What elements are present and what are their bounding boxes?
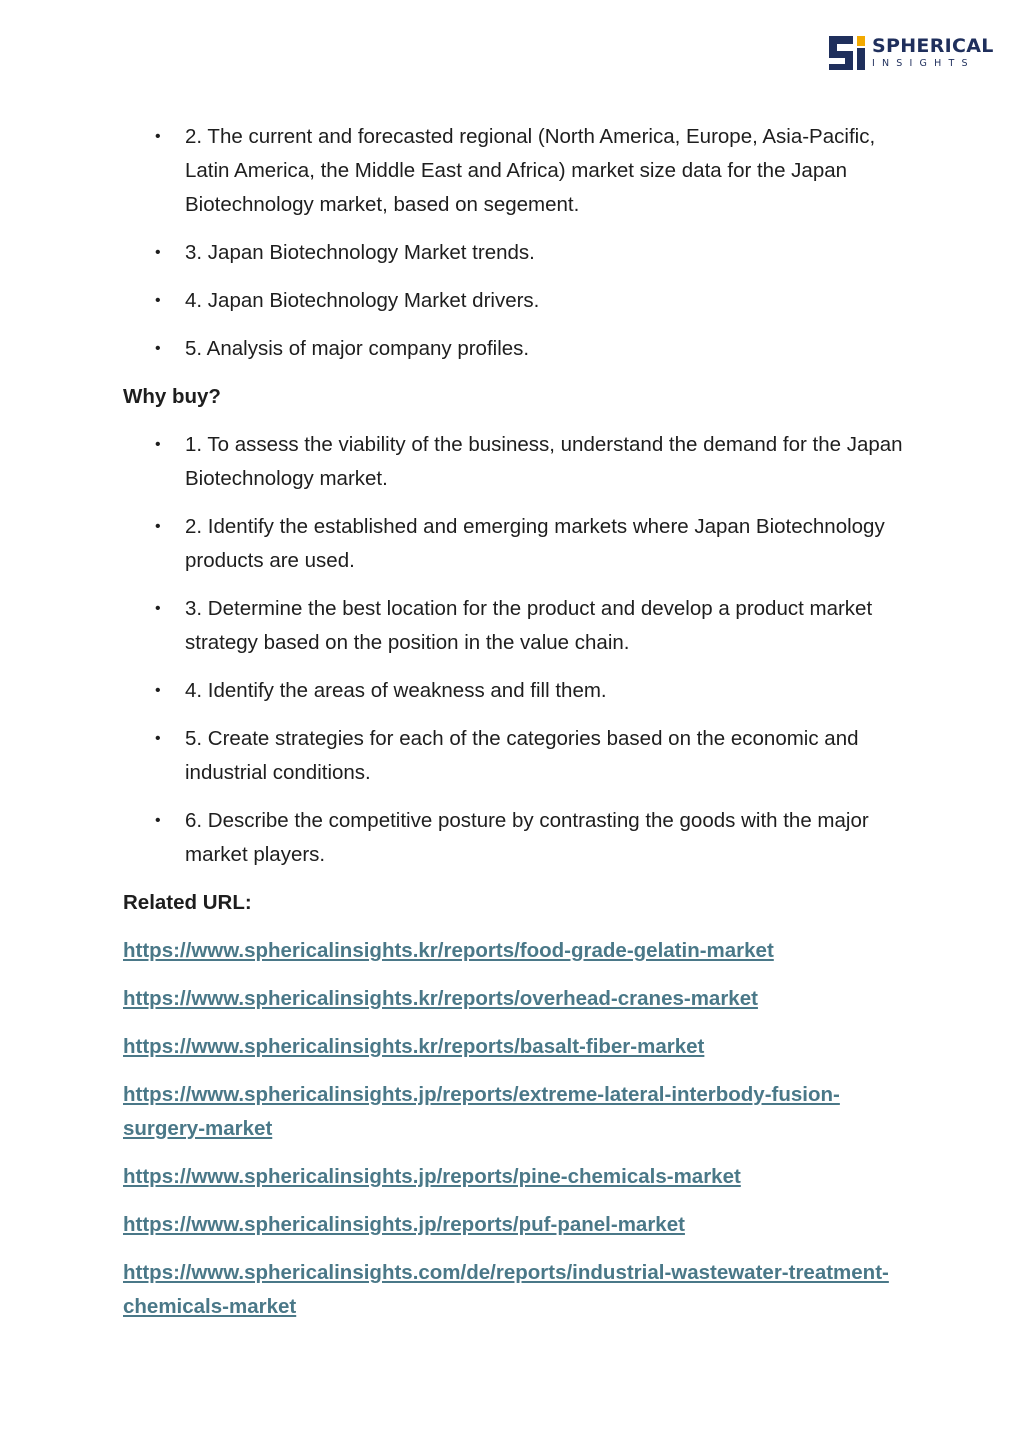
list-item: • 5. Analysis of major company profiles. [123,332,913,366]
list-item: • 3. Determine the best location for the product and develop a product market strategy based on the position in the value chain. [123,592,913,660]
list-item: • 5. Create strategies for each of the categories based on the economic and industrial conditions. [123,722,913,790]
why-buy-heading: Why buy? [123,385,221,408]
related-url-heading: Related URL: [123,891,252,914]
list-item: • 3. Japan Biotechnology Market trends. [123,236,913,270]
why-buy-list [123,428,913,872]
related-link[interactable]: https://www.sphericalinsights.kr/reports/basalt-fiber-market [123,1035,705,1058]
list-item: • 1. To assess the viability of the business, understand the demand for the Japan Biotechnology market. [123,428,913,496]
related-link[interactable]: https://www.sphericalinsights.kr/reports/food-grade-gelatin-market [123,939,774,962]
list-item: • 2. Identify the established and emerging markets where Japan Biotechnology products are used. [123,510,913,578]
related-link[interactable]: https://www.sphericalinsights.com/de/reports/industrial-wastewater-treatment-chemicals-market [123,1261,889,1318]
related-link[interactable]: https://www.sphericalinsights.jp/reports/extreme-lateral-interbody-fusion-surgery-market [123,1083,840,1140]
list-item: • 4. Identify the areas of weakness and fill them. [123,674,913,708]
list-item: • 2. The current and forecasted regional (North America, Europe, Asia-Pacific, Latin America, the Middle East and Africa) market size data for the Japan Biotechnology market, based on segement. [123,120,913,222]
list-item: • 6. Describe the competitive posture by contrasting the goods with the major market players. [123,804,913,872]
related-link[interactable]: https://www.sphericalinsights.jp/reports/pine-chemicals-market [123,1165,741,1188]
spherical-insights-logo-icon [829,34,867,72]
related-link[interactable]: https://www.sphericalinsights.kr/reports/overhead-cranes-market [123,987,758,1010]
related-link[interactable]: https://www.sphericalinsights.jp/reports/puf-panel-market [123,1213,685,1236]
document-body [123,120,913,1338]
market-coverage-list [123,120,913,366]
logo-wordmark-secondary: INSIGHTS [872,58,975,70]
logo-wordmark-primary: SPHERICAL [872,35,994,58]
list-item: • 4. Japan Biotechnology Market drivers. [123,284,913,318]
logo-text [872,37,994,69]
related-links [123,934,913,1324]
company-logo [829,34,994,72]
